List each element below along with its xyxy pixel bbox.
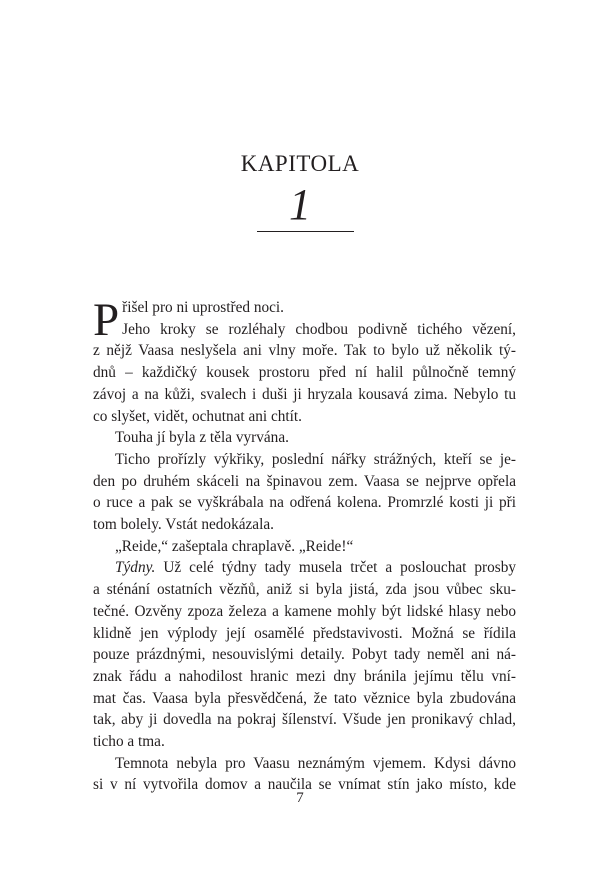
- line-text: tom bolely. Vstát nedokázala.: [93, 516, 274, 534]
- chapter-number: 1: [289, 180, 311, 229]
- text-lines: [93, 294, 516, 796]
- text-line: [93, 644, 516, 666]
- text-line: [93, 427, 516, 449]
- text-line: [93, 557, 516, 579]
- text-line: [93, 579, 516, 601]
- text-line: [93, 319, 516, 341]
- text-line: [93, 753, 516, 775]
- text-line: [93, 297, 516, 319]
- line-text: Temnota nebyla pro Vaasu neznámým vjemem. Kdysi dávno: [115, 754, 516, 772]
- line-text: o ruce a pak se vyškrábala na odřená kolena. Promrzlé kosti ji při: [93, 494, 516, 512]
- text-line: [93, 406, 516, 428]
- line-text: co slyšet, vidět, ochutnat ani chtít.: [93, 407, 303, 425]
- text-line: [93, 492, 516, 514]
- line-text: závoj a na kůži, svalech i duši ji hryzala kousavá zima. Nebylo tu: [93, 385, 516, 403]
- line-text: ticho a tma.: [93, 733, 165, 751]
- text-line: [93, 536, 516, 558]
- text-line: [93, 471, 516, 493]
- line-text: Už celé týdny tady musela trčet a poslouchat prosby: [155, 559, 516, 577]
- chapter-body: [93, 294, 516, 796]
- line-text: dnů – každičký kousek prostoru před ní halil půlnočně temný: [93, 364, 516, 382]
- text-line: [93, 449, 516, 471]
- line-text: den po druhém skáceli na špinavou zem. Vaasa se nejprve opřela: [93, 472, 516, 490]
- line-text: Touha jí byla z těla vyrvána.: [115, 429, 289, 447]
- text-line: [93, 623, 516, 645]
- text-line: [93, 666, 516, 688]
- line-text: a sténání ostatních vězňů, aniž si byla jistá, zda jsou vůbec sku-: [93, 581, 516, 599]
- text-line: [93, 362, 516, 384]
- emphasis-text: Týdny.: [115, 559, 156, 577]
- line-text: si v ní vytvořila domov a naučila se vnímat stín jako místo, kde: [93, 776, 516, 794]
- text-line: [93, 731, 516, 753]
- text-line: [93, 601, 516, 623]
- text-line: [93, 340, 516, 362]
- line-text: Ticho prořízly výkřiky, poslední nářky strážných, kteří se je-: [115, 450, 516, 468]
- line-text: „Reide,“ zašeptala chraplavě. „Reide!“: [115, 537, 354, 555]
- text-line: [93, 709, 516, 731]
- line-text: mat čas. Vaasa byla přesvědčená, že tato věznice byla zbudována: [93, 689, 516, 707]
- chapter-divider: [257, 231, 354, 232]
- text-line: [93, 514, 516, 536]
- page-number: 7: [296, 790, 304, 806]
- line-text: klidně jen výplody její osamělé představivosti. Možná se řídila: [93, 624, 516, 642]
- drop-cap: P: [93, 294, 120, 346]
- line-text: tak, aby ji dovedla na pokraj šílenství. Všude jen pronikavý chlad,: [93, 711, 516, 729]
- line-text: řišel pro ni uprostřed noci.: [122, 299, 284, 316]
- line-text: znak řádu a nahodilost hranic mezi dny bránila jejímu tělu vní-: [93, 667, 516, 685]
- line-text: tečné. Ozvěny zpoza železa a kamene mohly být lidské hlasy nebo: [93, 602, 516, 620]
- chapter-label: KAPITOLA: [240, 151, 360, 176]
- text-line: [93, 688, 516, 710]
- line-text: z nějž Vaasa neslyšela ani vlny moře. Tak to bylo už několik tý-: [93, 342, 516, 360]
- line-text: pouze prázdnými, nesouvislými detaily. Pobyt tady neměl ani ná-: [93, 646, 516, 664]
- line-text: Jeho kroky se rozléhaly chodbou podivně tichého vězení,: [122, 320, 516, 338]
- text-line: [93, 384, 516, 406]
